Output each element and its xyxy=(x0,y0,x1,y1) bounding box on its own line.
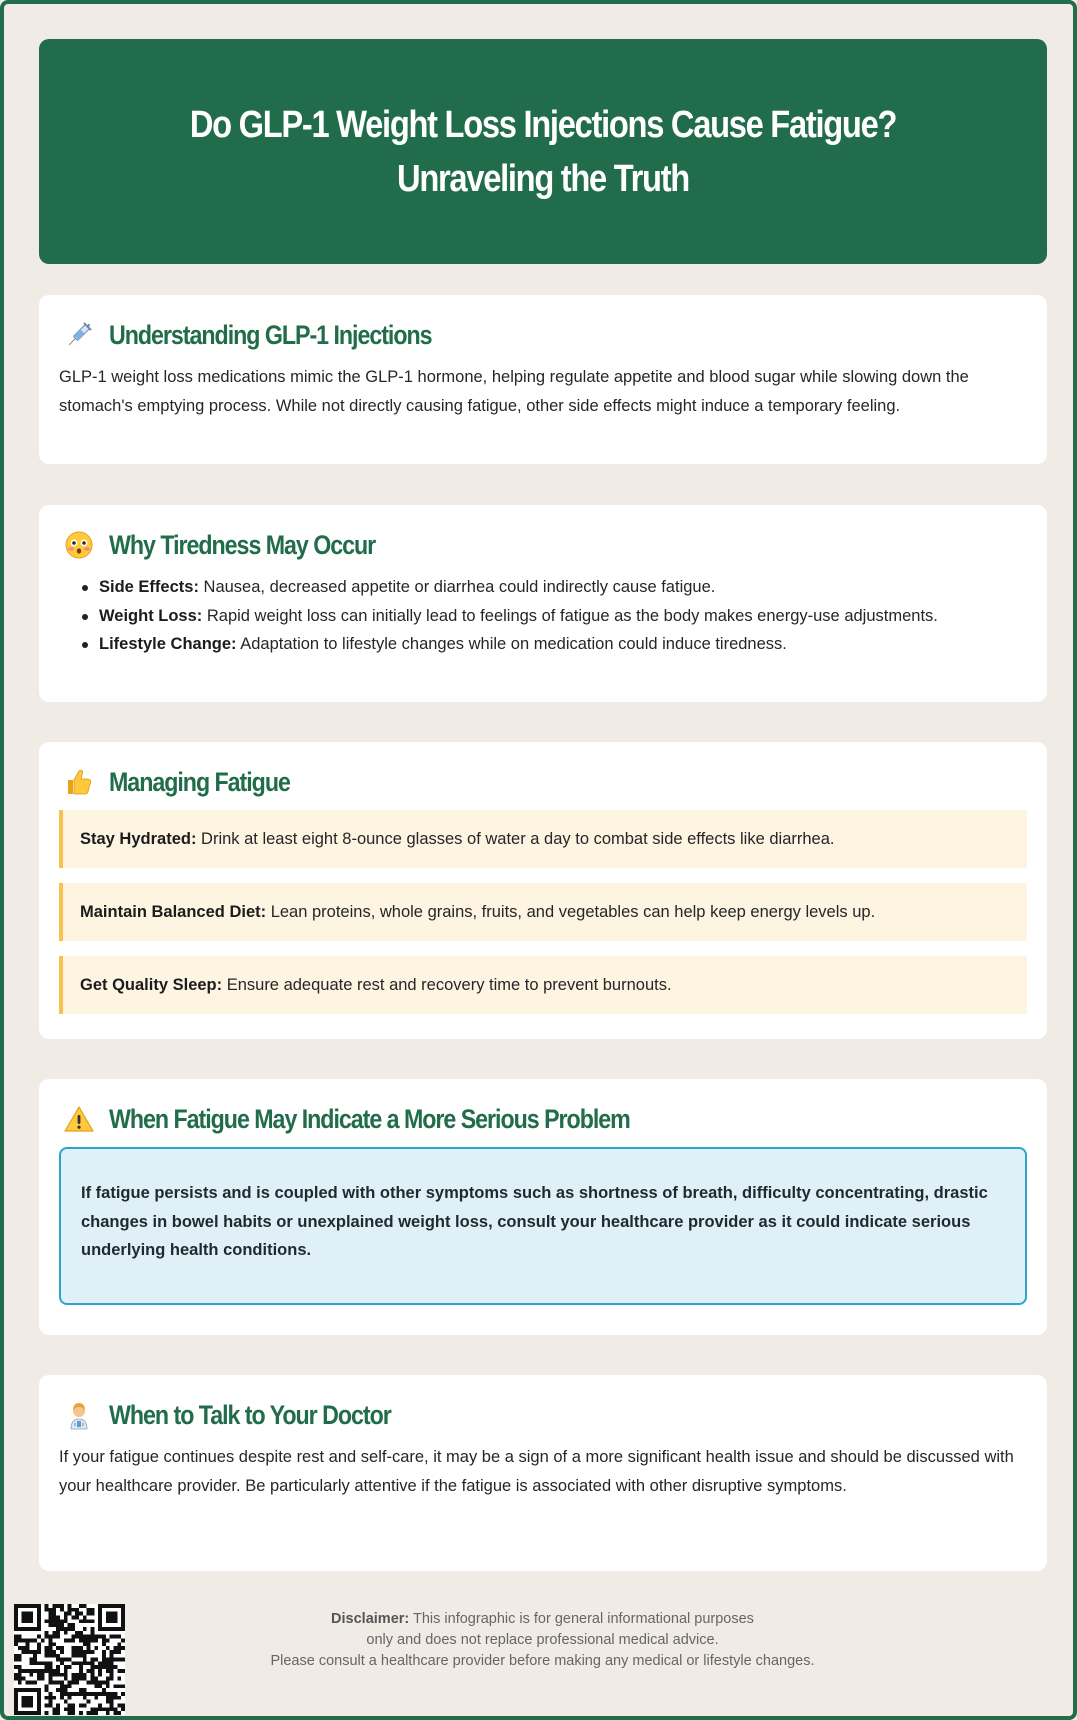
tip-item: Stay Hydrated: Drink at least eight 8-ounce glasses of water a day to combat side effects like diarrhea. xyxy=(59,810,1027,868)
section-header xyxy=(59,527,1027,563)
qr-code[interactable] xyxy=(14,1604,125,1715)
tips-list xyxy=(59,810,1027,1014)
flushed-face-icon xyxy=(63,529,95,561)
section-serious-problem xyxy=(39,1079,1047,1335)
disclaimer-label: Disclaimer: xyxy=(331,1611,410,1627)
section-header xyxy=(59,1397,1027,1433)
list-item: Side Effects: Nausea, decreased appetite or diarrhea could indirectly cause fatigue. xyxy=(79,573,1027,602)
section-why-tiredness xyxy=(39,505,1047,702)
title-banner xyxy=(39,39,1047,264)
list-item: Lifestyle Change: Adaptation to lifestyle changes while on medication could induce tiredness. xyxy=(79,630,1027,659)
disclaimer xyxy=(4,1609,1077,1672)
list-item: Weight Loss: Rapid weight loss can initially lead to feelings of fatigue as the body makes energy-use adjustments. xyxy=(79,602,1027,631)
section-header xyxy=(59,764,1027,800)
reasons-list xyxy=(59,573,1027,659)
thumbs-up-icon xyxy=(63,766,95,798)
page-title: Do GLP-1 Weight Loss Injections Cause Fatigue? Unraveling the Truth xyxy=(189,103,897,200)
disclaimer-line: This infographic is for general informational purposes xyxy=(409,1611,754,1627)
section-header xyxy=(59,317,1027,353)
section-understanding xyxy=(39,295,1047,464)
section-heading: When Fatigue May Indicate a More Serious Problem xyxy=(109,1103,630,1134)
section-managing-fatigue xyxy=(39,742,1047,1039)
section-heading: Understanding GLP-1 Injections xyxy=(109,319,432,350)
section-talk-to-doctor xyxy=(39,1375,1047,1571)
health-worker-icon xyxy=(63,1399,95,1431)
section-heading: Managing Fatigue xyxy=(109,766,290,797)
disclaimer-line: Please consult a healthcare provider before making any medical or lifestyle changes. xyxy=(270,1653,815,1669)
syringe-icon xyxy=(63,319,95,351)
warning-icon xyxy=(63,1103,95,1135)
tip-item: Maintain Balanced Diet: Lean proteins, whole grains, fruits, and vegetables can help keep energy levels up. xyxy=(59,883,1027,941)
section-heading: When to Talk to Your Doctor xyxy=(109,1399,391,1430)
section-heading: Why Tiredness May Occur xyxy=(109,529,376,560)
disclaimer-line: only and does not replace professional medical advice. xyxy=(366,1632,719,1648)
tip-item: Get Quality Sleep: Ensure adequate rest and recovery time to prevent burnouts. xyxy=(59,956,1027,1014)
section-header xyxy=(59,1101,1027,1137)
warning-callout: If fatigue persists and is coupled with other symptoms such as shortness of breath, difficulty concentrating, drastic changes in bowel habits or unexplained weight loss, consult your healthcare provider as it could indicate serious underlying health conditions. xyxy=(59,1147,1027,1305)
section-body: If your fatigue continues despite rest and self-care, it may be a sign of a more significant health issue and should be discussed with your healthcare provider. Be particularly attentive if the fatigue is associated with other disruptive symptoms. xyxy=(59,1448,1014,1495)
section-body: GLP-1 weight loss medications mimic the GLP-1 hormone, helping regulate appetite and blood sugar while slowing down the stomach's emptying process. While not directly causing fatigue, other side effects might induce a temporary feeling. xyxy=(59,368,969,415)
